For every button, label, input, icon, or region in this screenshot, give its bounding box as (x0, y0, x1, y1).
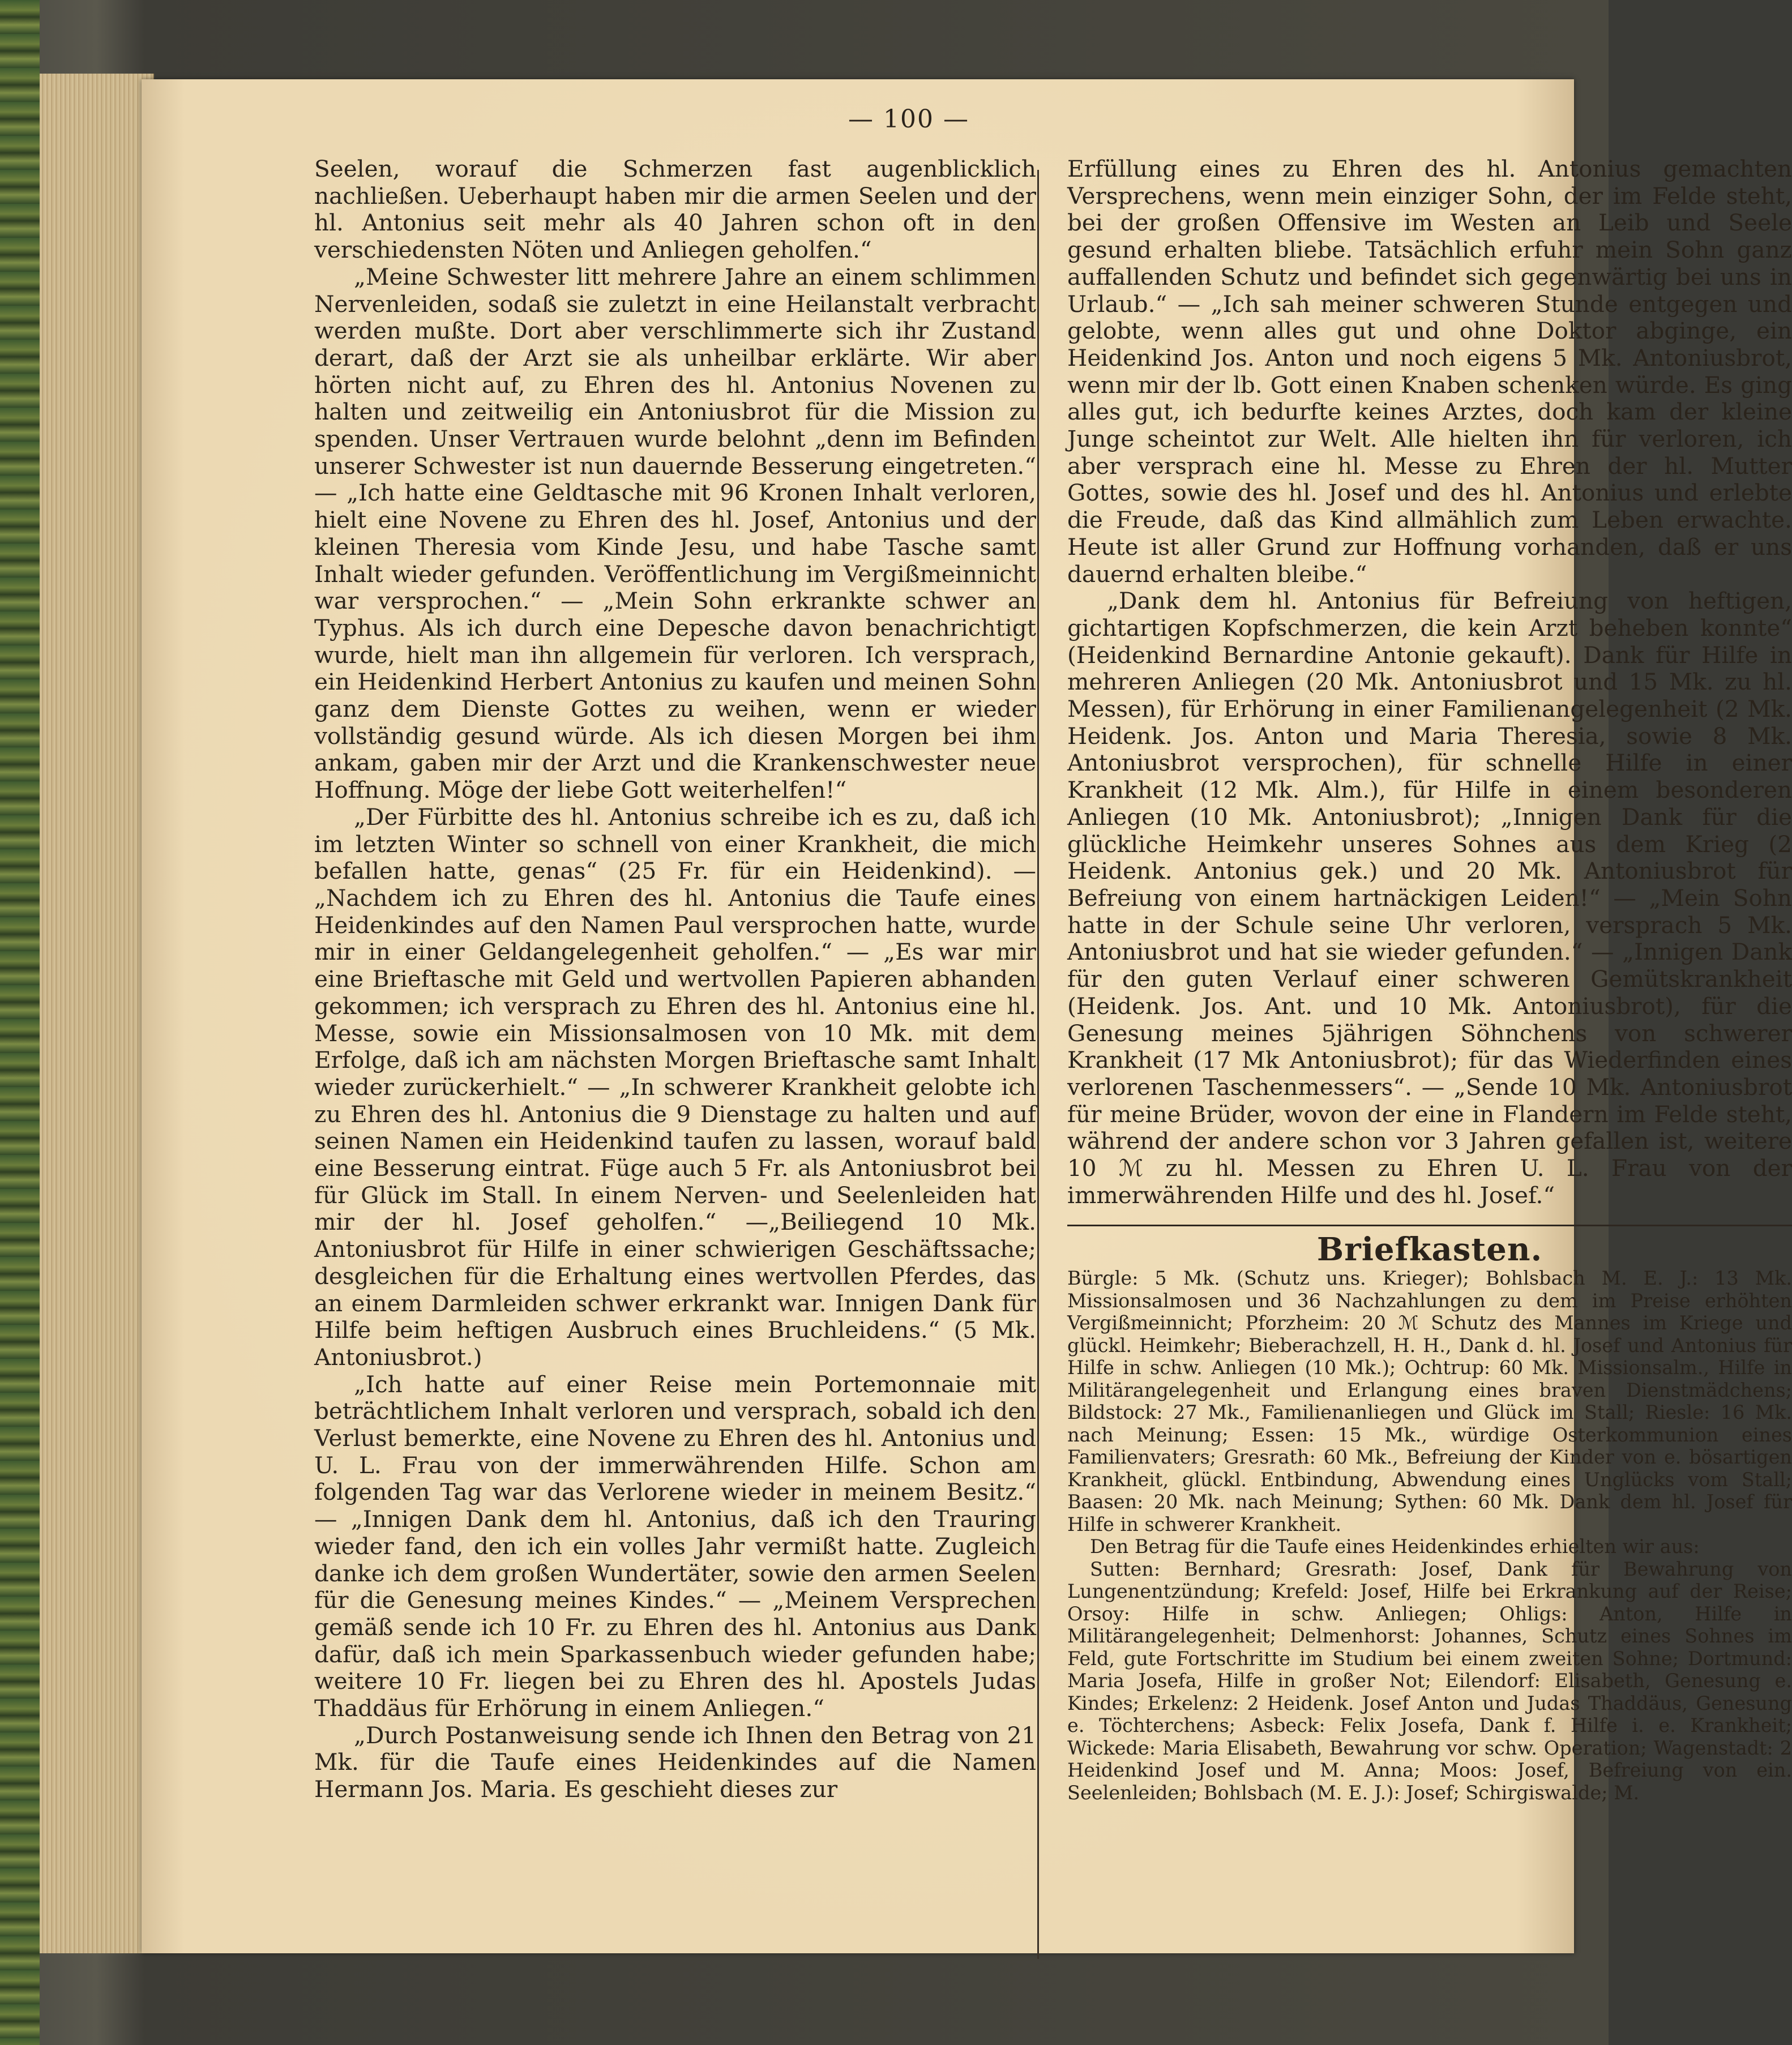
left-paragraph: „Der Fürbitte des hl. Antonius schreibe ich es zu, daß ich im letzten Winter so schnell von einer Krankheit, die mich befallen hatte, genas“ (25 Fr. für ein Heidenkind). — „Nachdem ich zu Ehren des hl. Antonius die Taufe eines Heidenkindes auf den Namen Paul versprochen hatte, wurde mir in einer Geldangelegenheit geholfen.“ — „Es war mir eine Brieftasche mit Geld und wertvollen Papieren abhanden gekommen; ich versprach zu Ehren des hl. Antonius eine hl. Messe, sowie ein Missionsalmosen von 10 Mk. mit dem Erfolge, daß ich am nächsten Morgen Brieftasche samt Inhalt wieder zurückerhielt.“ — „In schwerer Krankheit gelobte ich zu Ehren des hl. Antonius die 9 Dienstage zu halten und auf seinen Namen ein Heidenkind taufen zu lassen, worauf bald eine Besserung eintrat. Füge auch 5 Fr. als Antoniusbrot bei für Glück im Stall. In einem Nerven- und Seelenleiden hat mir der hl. Josef geholfen.“ —„Beiliegend 10 Mk. Antoniusbrot für Hilfe in einer schwierigen Geschäftssache; desgleichen für die Erhaltung eines wertvollen Pferdes, das an einem Darmleiden schwer erkrankt war. Innigen Dank für Hilfe beim heftigen Ausbruch eines Bruchleidens.“ (5 Mk. Antoniusbrot.) (314, 803, 1036, 1371)
briefkasten-heading: Briefkasten. (1316, 1231, 1543, 1269)
page-number: — 100 — (848, 105, 969, 134)
book-binding-edge (0, 0, 40, 2045)
right-paragraph: Erfüllung eines zu Ehren des hl. Antonius gemachten Versprechens, wenn mein einziger Sohn, der im Felde steht, bei der großen Offensive im Westen an Leib und Seele gesund erhalten bliebe. Tatsächlich erfuhr mein Sohn ganz auffallenden Schutz und befindet sich gegenwärtig bei uns in Urlaub.“ — „Ich sah meiner schweren Stunde entgegen und gelobte, wenn alles gut und ohne Doktor abginge, ein Heidenkind Jos. Anton und noch eigens 5 Mk. Antoniusbrot, wenn mir der lb. Gott einen Knaben schenken würde. Es ging alles gut, ich bedurfte keines Arztes, doch kam der kleine Junge scheintot zur Welt. Alle hielten ihn für verloren, ich aber versprach eine hl. Messe zu Ehren der hl. Mutter Gottes, sowie des hl. Josef und des hl. Antonius und erlebte die Freude, daß das Kind allmählich zum Leben erwachte. Heute ist aller Grund zur Hoffnung vorhanden, daß er uns dauernd erhalten bleibe.“ (1067, 155, 1792, 588)
section-rule (1067, 1225, 1792, 1226)
right-column (1067, 156, 1792, 1804)
book-page (142, 79, 1792, 1953)
left-column (314, 156, 1036, 1803)
left-paragraph: Seelen, worauf die Schmerzen fast augenblicklich nachließen. Ueberhaupt haben mir die armen Seelen und der hl. Antonius seit mehr als 40 Jahren schon oft in den verschiedensten Nöten und Anliegen geholfen.“ (314, 155, 1036, 264)
page-stack-edge (40, 74, 154, 1953)
left-paragraph: „Durch Postanweisung sende ich Ihnen den Betrag von 21 Mk. für die Taufe eines Heidenkindes auf die Namen Hermann Jos. Maria. Es geschieht dieses zur (314, 1721, 1036, 1803)
briefkasten-paragraph: Sutten: Bernhard; Gresrath: Josef, Dank für Bewahrung von Lungenentzündung; Krefeld: Josef, Hilfe bei Erkrankung auf der Reise; Orsoy: Hilfe in schw. Anliegen; Ohligs: Anton, Hilfe in Militärangelegenheit; Delmenhorst: Johannes, Schutz eines Sohnes im Feld, gute Fortschritte im Studium bei einem zweiten Sohne; Dortmund: Maria Josefa, Hilfe in großer Not; Eilendorf: Elisabeth, Genesung e. Kindes; Erkelenz: 2 Heidenk. Josef Anton und Judas Thaddäus, Genesung e. Töchterchens; Asbeck: Felix Josefa, Dank f. Hilfe i. e. Krankheit; Wickede: Maria Elisabeth, Bewahrung vor schw. Operation; Wagenstadt: 2 Heidenkind Josef und M. Anna; Moos: Josef, Befreiung von ein. Seelenleiden; Bohlsbach (M. E. J.): Josef; Schirgiswalde; M. (1067, 1558, 1792, 1804)
briefkasten-section (1067, 1267, 1792, 1804)
right-paragraph: „Dank dem hl. Antonius für Befreiung von heftigen, gichtartigen Kopfschmerzen, die kein Arzt beheben konnte“ (Heidenkind Bernardine Antonie gekauft). Dank für Hilfe in mehreren Anliegen (20 Mk. Antoniusbrot und 15 Mk. zu hl. Messen), für Erhörung in einer Familienangelegenheit (2 Mk. Heidenk. Jos. Anton und Maria Theresia, sowie 8 Mk. Antoniusbrot versprochen), für schnelle Hilfe in einer Krankheit (12 Mk. Alm.), für Hilfe in einem besonderen Anliegen (10 Mk. Antoniusbrot); „Innigen Dank für die glückliche Heimkehr unseres Sohnes aus dem Krieg (2 Heidenk. Antonius gek.) und 20 Mk. Antoniusbrot für Befreiung von einem hartnäckigen Leiden!“ — „Mein Sohn hatte in der Schule seine Uhr verloren, versprach 5 Mk. Antoniusbrot und hat sie wieder gefunden.“ — „Innigen Dank für den guten Verlauf einer schweren Gemütskrankheit (Heidenk. Jos. Ant. und 10 Mk. Antoniusbrot), für die Genesung meines 5jährigen Söhnchens von schwerer Krankheit (17 Mk Antoniusbrot); für das Wiederfinden eines verlorenen Taschenmessers“. — „Sende 10 Mk. Antoniusbrot für meine Brüder, wovon der eine in Flandern im Felde steht, während der andere schon vor 3 Jahren gefallen ist, weitere 10 ℳ zu hl. Messen zu Ehren U. L. Frau von der immerwährenden Hilfe und des hl. Josef.“ (1067, 587, 1792, 1209)
briefkasten-paragraph: Bürgle: 5 Mk. (Schutz uns. Krieger); Bohlsbach M. E. J.: 13 Mk. Missionsalmosen und 36 Nachzahlungen zu dem im Preise erhöhten Vergißmeinnicht; Pforzheim: 20 ℳ Schutz des Mannes im Kriege und glückl. Heimkehr; Bieberachzell, H. H., Dank d. hl. Josef und Antonius für Hilfe in schw. Anliegen (10 Mk.); Ochtrup: 60 Mk. Missionsalm., Hilfe in Militärangelegenheit und Erlangung eines braven Dienstmädchens; Bildstock: 27 Mk., Familienanliegen und Glück im Stall; Riesle: 16 Mk. nach Meinung; Essen: 15 Mk., würdige Osterkommunion eines Familienvaters; Gresrath: 60 Mk., Befreiung der Kinder von e. bösartigen Krankheit, glückl. Entbindung, Abwendung eines Unglücks vom Stall; Baasen: 20 Mk. nach Meinung; Sythen: 60 Mk. Dank dem hl. Josef für Hilfe in schwerer Krankheit. (1067, 1267, 1792, 1535)
briefkasten-paragraph: Den Betrag für die Taufe eines Heidenkindes erhielten wir aus: (1090, 1535, 1700, 1558)
left-paragraph: „Meine Schwester litt mehrere Jahre an einem schlimmen Nervenleiden, sodaß sie zuletzt in eine Heilanstalt verbracht werden mußte. Dort aber verschlimmerte sich ihr Zustand derart, daß der Arzt sie als unheilbar erklärte. Wir aber hörten nicht auf, zu Ehren des hl. Antonius Novenen zu halten und zeitweilig ein Antoniusbrot für die Mission zu spenden. Unser Vertrauen wurde belohnt „denn im Befinden unserer Schwester ist nun dauernde Besserung eingetreten.“ — „Ich hatte eine Geldtasche mit 96 Kronen Inhalt verloren, hielt eine Novene zu Ehren des hl. Josef, Antonius und der kleinen Theresia vom Kinde Jesu, und habe Tasche samt Inhalt wieder gefunden. Veröffentlichung im Vergißmeinnicht war versprochen.“ — „Mein Sohn erkrankte schwer an Typhus. Als ich durch eine Depesche davon benachrichtigt wurde, hielt man ihn allgemein für verloren. Ich versprach, ein Heidenkind Herbert Antonius zu kaufen und meinen Sohn ganz dem Dienste Gottes zu weihen, wenn er wieder vollständig gesund würde. Als ich diesen Morgen bei ihm ankam, gaben mir der Arzt und die Krankenschwester neue Hoffnung. Möge der liebe Gott weiterhelfen!“ (314, 263, 1036, 804)
left-paragraph: „Ich hatte auf einer Reise mein Portemonnaie mit beträchtlichem Inhalt verloren und versprach, sobald ich den Verlust bemerkte, eine Novene zu Ehren des hl. Antonius und U. L. Frau von der immerwährenden Hilfe. Schon am folgenden Tag war das Verlorene wieder in meinem Besitz.“ — „Innigen Dank dem hl. Antonius, daß ich den Trauring wieder fand, den ich ein volles Jahr vermißt hatte. Zugleich danke ich dem großen Wundertäter, sowie den armen Seelen für die Genesung meines Kindes.“ — „Meinem Versprechen gemäß sende ich 10 Fr. zu Ehren des hl. Antonius aus Dank dafür, daß ich mein Sparkassenbuch wieder gefunden habe; weitere 10 Fr. liegen bei zu Ehren des hl. Apostels Judas Thaddäus für Erhörung in einem Anliegen.“ (314, 1370, 1036, 1722)
column-divider (1037, 170, 1039, 1959)
